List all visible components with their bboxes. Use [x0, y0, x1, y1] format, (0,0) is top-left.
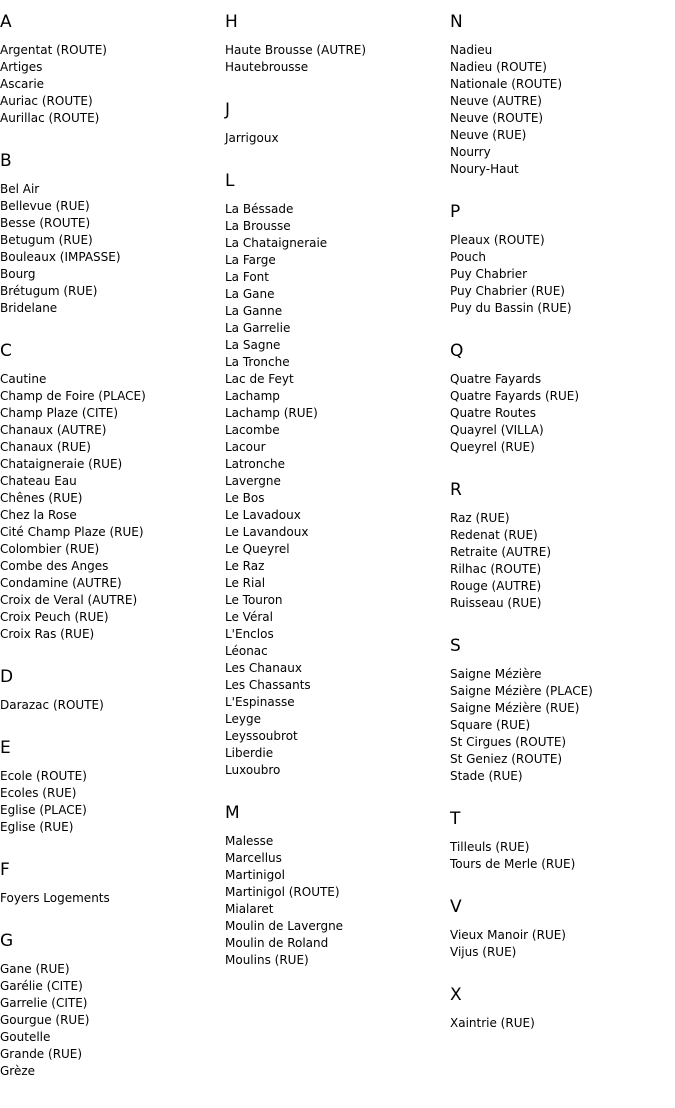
- street-link[interactable]: Darazac (ROUTE): [0, 698, 104, 712]
- street-link[interactable]: La Gane: [225, 287, 275, 301]
- street-link[interactable]: Le Lavadoux: [225, 508, 301, 522]
- street-link[interactable]: Saigne Mézière: [450, 667, 542, 681]
- street-list: [225, 130, 450, 147]
- letter-section: [450, 808, 675, 873]
- street-link[interactable]: Ecoles (RUE): [0, 786, 77, 800]
- street-link[interactable]: Le Véral: [225, 610, 273, 624]
- letter-section: [0, 150, 225, 317]
- street-link[interactable]: Lachamp (RUE): [225, 406, 318, 420]
- street-link[interactable]: Vijus (RUE): [450, 945, 517, 959]
- street-link[interactable]: Chez la Rose: [0, 508, 77, 522]
- street-link[interactable]: Le Raz: [225, 559, 265, 573]
- street-list: [0, 890, 225, 907]
- letter-section: [0, 737, 225, 836]
- street-link[interactable]: Garrelie (CITE): [0, 996, 88, 1010]
- street-link[interactable]: Mialaret: [225, 902, 274, 916]
- street-link[interactable]: La Béssade: [225, 202, 294, 216]
- letter-section: [450, 201, 675, 317]
- street-link[interactable]: Le Rial: [225, 576, 266, 590]
- street-link[interactable]: Goutelle: [0, 1030, 51, 1044]
- street-link[interactable]: Latronche: [225, 457, 285, 471]
- street-link[interactable]: Artiges: [0, 60, 43, 74]
- street-link[interactable]: Neuve (RUE): [450, 128, 527, 142]
- street-list: [450, 927, 675, 961]
- street-link[interactable]: Cautine: [0, 372, 47, 386]
- street-link[interactable]: Chateau Eau: [0, 474, 77, 488]
- street-link[interactable]: Leyge: [225, 712, 261, 726]
- street-link[interactable]: La Sagne: [225, 338, 281, 352]
- street-link[interactable]: Quatre Fayards: [450, 372, 542, 386]
- street-link[interactable]: Champ Plaze (CITE): [0, 406, 119, 420]
- street-list: [0, 961, 225, 1080]
- street-link[interactable]: Martinigol: [225, 868, 285, 882]
- street-link[interactable]: St Geniez (ROUTE): [450, 752, 563, 766]
- street-link[interactable]: Léonac: [225, 644, 268, 658]
- section-letter-heading: J: [225, 100, 231, 120]
- letter-section: [450, 635, 675, 785]
- letter-section: [225, 170, 450, 779]
- street-link[interactable]: Malesse: [225, 834, 274, 848]
- street-link[interactable]: Le Queyrel: [225, 542, 290, 556]
- street-link[interactable]: Martinigol (ROUTE): [225, 885, 340, 899]
- section-letter-heading: F: [0, 860, 10, 880]
- section-letter-heading: T: [450, 809, 461, 829]
- street-link[interactable]: St Cirgues (ROUTE): [450, 735, 567, 749]
- section-letter-heading: S: [450, 636, 461, 656]
- street-link[interactable]: Auriac (ROUTE): [0, 94, 93, 108]
- street-link[interactable]: Champ de Foire (PLACE): [0, 389, 146, 403]
- street-link[interactable]: Bourg: [0, 267, 36, 281]
- street-list: [225, 42, 450, 76]
- street-link[interactable]: Marcellus: [225, 851, 282, 865]
- street-link[interactable]: Quatre Fayards (RUE): [450, 389, 580, 403]
- street-list: [450, 42, 675, 178]
- street-link[interactable]: Foyers Logements: [0, 891, 110, 905]
- street-list: [450, 510, 675, 612]
- section-letter-heading: Q: [450, 341, 464, 361]
- street-link[interactable]: Brétugum (RUE): [0, 284, 98, 298]
- letter-section: [450, 896, 675, 961]
- street-link[interactable]: L'Enclos: [225, 627, 274, 641]
- street-link[interactable]: Leyssoubrot: [225, 729, 298, 743]
- street-link[interactable]: Lacour: [225, 440, 266, 454]
- street-link[interactable]: L'Espinasse: [225, 695, 295, 709]
- letter-section: [450, 340, 675, 456]
- letter-section: [450, 11, 675, 178]
- street-link[interactable]: Colombier (RUE): [0, 542, 100, 556]
- street-link[interactable]: Liberdie: [225, 746, 274, 760]
- street-link[interactable]: Gane (RUE): [0, 962, 70, 976]
- street-link[interactable]: Cité Champ Plaze (RUE): [0, 525, 144, 539]
- street-link[interactable]: Condamine (AUTRE): [0, 576, 122, 590]
- section-letter-heading: H: [225, 12, 238, 32]
- street-link[interactable]: Retraite (AUTRE): [450, 545, 552, 559]
- street-link[interactable]: Luxoubro: [225, 763, 281, 777]
- letter-section: [450, 984, 675, 1032]
- section-letter-heading: R: [450, 480, 462, 500]
- street-link[interactable]: Lac de Feyt: [225, 372, 294, 386]
- street-link[interactable]: Ascarie: [0, 77, 45, 91]
- street-list: [0, 181, 225, 317]
- section-letter-heading: V: [450, 897, 462, 917]
- street-list: [0, 371, 225, 643]
- letter-section: [0, 666, 225, 714]
- street-link[interactable]: Pouch: [450, 250, 486, 264]
- street-link[interactable]: Les Chassants: [225, 678, 311, 692]
- street-link[interactable]: Chataigneraie (RUE): [0, 457, 123, 471]
- street-link[interactable]: Lachamp: [225, 389, 280, 403]
- street-list: [450, 1015, 675, 1032]
- street-link[interactable]: Nadieu (ROUTE): [450, 60, 547, 74]
- section-letter-heading: L: [225, 171, 235, 191]
- street-link[interactable]: Raz (RUE): [450, 511, 510, 525]
- street-link[interactable]: Besse (ROUTE): [0, 216, 91, 230]
- street-list: [225, 201, 450, 779]
- street-link[interactable]: Grèze: [0, 1064, 36, 1078]
- street-list: [450, 839, 675, 873]
- street-link[interactable]: Argentat (ROUTE): [0, 43, 107, 57]
- section-letter-heading: M: [225, 803, 240, 823]
- section-letter-heading: G: [0, 931, 14, 951]
- street-link[interactable]: Bouleaux (IMPASSE): [0, 250, 121, 264]
- letter-section: [225, 11, 450, 76]
- street-link[interactable]: Gourgue (RUE): [0, 1013, 90, 1027]
- street-list: [450, 371, 675, 456]
- street-link[interactable]: Chanaux (AUTRE): [0, 423, 107, 437]
- street-link[interactable]: Les Chanaux: [225, 661, 302, 675]
- street-link[interactable]: Saigne Mézière (PLACE): [450, 684, 593, 698]
- street-link[interactable]: Lacombe: [225, 423, 280, 437]
- section-letter-heading: N: [450, 12, 463, 32]
- street-link[interactable]: Moulins (RUE): [225, 953, 309, 967]
- section-letter-heading: C: [0, 341, 12, 361]
- street-link[interactable]: Grande (RUE): [0, 1047, 83, 1061]
- street-link[interactable]: Nationale (ROUTE): [450, 77, 563, 91]
- street-link[interactable]: La Font: [225, 270, 269, 284]
- street-link[interactable]: Bridelane: [0, 301, 58, 315]
- street-link[interactable]: Bellevue (RUE): [0, 199, 90, 213]
- street-link[interactable]: La Farge: [225, 253, 276, 267]
- street-link[interactable]: Lavergne: [225, 474, 281, 488]
- street-link[interactable]: Haute Brousse (AUTRE): [225, 43, 367, 57]
- street-link[interactable]: Eglise (PLACE): [0, 803, 87, 817]
- street-link[interactable]: Jarrigoux: [225, 131, 279, 145]
- street-list: [0, 768, 225, 836]
- letter-section: [0, 340, 225, 643]
- letter-section: [450, 479, 675, 612]
- street-link[interactable]: Puy Chabrier (RUE): [450, 284, 565, 298]
- street-link[interactable]: Aurillac (ROUTE): [0, 111, 100, 125]
- street-link[interactable]: Le Bos: [225, 491, 265, 505]
- street-link[interactable]: La Ganne: [225, 304, 283, 318]
- street-link[interactable]: Moulin de Lavergne: [225, 919, 344, 933]
- section-letter-heading: X: [450, 985, 462, 1005]
- street-link[interactable]: Croix Peuch (RUE): [0, 610, 109, 624]
- street-link[interactable]: Bel Air: [0, 182, 40, 196]
- street-link[interactable]: Rouge (AUTRE): [450, 579, 542, 593]
- street-link[interactable]: Quatre Routes: [450, 406, 537, 420]
- street-link[interactable]: Quayrel (VILLA): [450, 423, 544, 437]
- section-letter-heading: D: [0, 667, 14, 687]
- street-link[interactable]: Croix de Veral (AUTRE): [0, 593, 138, 607]
- letter-section: [225, 99, 450, 147]
- street-link[interactable]: La Tronche: [225, 355, 290, 369]
- street-link[interactable]: Combe des Anges: [0, 559, 109, 573]
- street-column-3: [450, 11, 675, 1055]
- street-link[interactable]: Noury-Haut: [450, 162, 519, 176]
- street-link[interactable]: Ecole (ROUTE): [0, 769, 87, 783]
- street-link[interactable]: Chênes (RUE): [0, 491, 83, 505]
- street-list: [0, 42, 225, 127]
- section-letter-heading: B: [0, 151, 12, 171]
- section-letter-heading: E: [0, 738, 11, 758]
- letter-section: [0, 11, 225, 127]
- street-link[interactable]: Nadieu: [450, 43, 493, 57]
- street-link[interactable]: Stade (RUE): [450, 769, 523, 783]
- street-link[interactable]: Tours de Merle (RUE): [450, 857, 576, 871]
- street-link[interactable]: Puy du Bassin (RUE): [450, 301, 572, 315]
- street-link[interactable]: Tilleuls (RUE): [450, 840, 530, 854]
- street-link[interactable]: Rilhac (ROUTE): [450, 562, 542, 576]
- street-column-2: [225, 11, 450, 992]
- letter-section: [225, 802, 450, 969]
- street-link[interactable]: Moulin de Roland: [225, 936, 329, 950]
- street-list: [450, 232, 675, 317]
- street-list: [0, 697, 225, 714]
- street-link[interactable]: La Brousse: [225, 219, 291, 233]
- street-link[interactable]: Le Touron: [225, 593, 283, 607]
- street-link[interactable]: Chanaux (RUE): [0, 440, 91, 454]
- street-link[interactable]: Hautebrousse: [225, 60, 309, 74]
- street-link[interactable]: Nourry: [450, 145, 491, 159]
- street-link[interactable]: Neuve (ROUTE): [450, 111, 544, 125]
- letter-section: [0, 859, 225, 907]
- street-link[interactable]: Ruisseau (RUE): [450, 596, 542, 610]
- street-link[interactable]: Neuve (AUTRE): [450, 94, 542, 108]
- letter-section: [0, 930, 225, 1080]
- street-list: [450, 666, 675, 785]
- street-link[interactable]: Square (RUE): [450, 718, 531, 732]
- section-letter-heading: A: [0, 12, 12, 32]
- street-link[interactable]: Vieux Manoir (RUE): [450, 928, 566, 942]
- street-link[interactable]: Queyrel (RUE): [450, 440, 535, 454]
- street-link[interactable]: Pleaux (ROUTE): [450, 233, 545, 247]
- street-link[interactable]: La Garrelie: [225, 321, 291, 335]
- street-column-1: [0, 11, 225, 1103]
- street-link[interactable]: Le Lavandoux: [225, 525, 309, 539]
- street-link[interactable]: Puy Chabrier: [450, 267, 528, 281]
- street-link[interactable]: Garélie (CITE): [0, 979, 83, 993]
- street-link[interactable]: Betugum (RUE): [0, 233, 93, 247]
- street-link[interactable]: Eglise (RUE): [0, 820, 74, 834]
- street-link[interactable]: Croix Ras (RUE): [0, 627, 95, 641]
- street-link[interactable]: Saigne Mézière (RUE): [450, 701, 580, 715]
- street-link[interactable]: La Chataigneraie: [225, 236, 328, 250]
- street-link[interactable]: Xaintrie (RUE): [450, 1016, 535, 1030]
- street-list: [225, 833, 450, 969]
- section-letter-heading: P: [450, 202, 461, 222]
- street-link[interactable]: Redenat (RUE): [450, 528, 538, 542]
